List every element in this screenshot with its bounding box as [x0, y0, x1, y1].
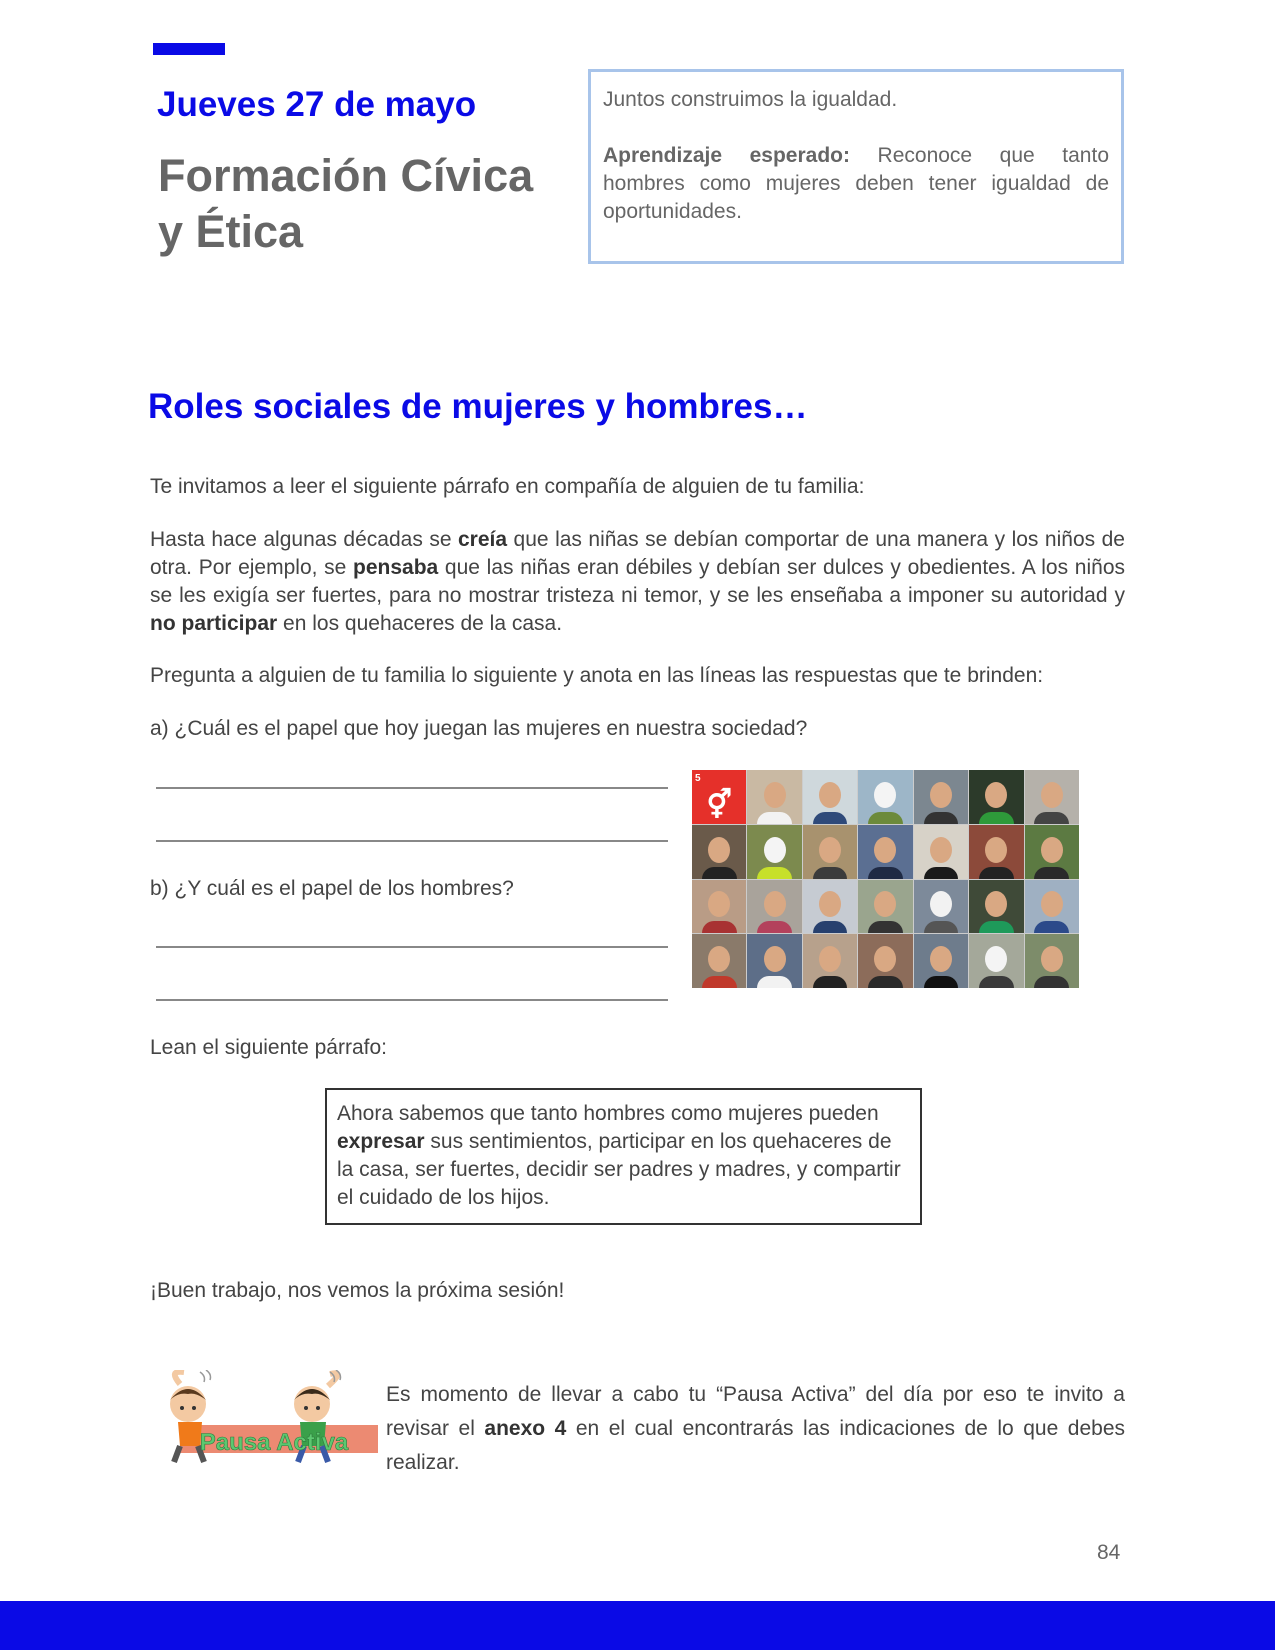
pausa-activa-label: Pausa Activa [199, 1429, 349, 1456]
photo-tile [914, 880, 968, 934]
quote-box [325, 1088, 922, 1225]
objective-description: Reconoce que tanto hombres como mujeres deben tener igualdad de oportunidades. [603, 144, 1109, 223]
pausa-activa-text [386, 1378, 1125, 1480]
pausa-text-part: en el cual encontrarás las indicaciones de lo que debes realizar. [386, 1417, 1126, 1474]
photo-tile [858, 770, 912, 824]
paragraph-text: Hasta hace algunas décadas se [150, 528, 458, 551]
objective-text [603, 142, 1109, 226]
photo-tile [914, 825, 968, 879]
footer-bar [0, 1601, 1275, 1650]
main-paragraph [150, 526, 1125, 638]
photo-tile [803, 770, 857, 824]
paragraph-text: que las niñas eran débiles y debían ser dulces y obedientes. A los niños se les exigía ser fuertes, para no mostrar tristeza ni temor, y se les enseñaba a imponer su autoridad y [150, 556, 1126, 607]
intro-text: Te invitamos a leer el siguiente párrafo en compañía de alguien de tu familia: [150, 475, 865, 498]
photo-tile [969, 825, 1023, 879]
quote-text [337, 1100, 910, 1212]
sdg-number: 5 [695, 773, 701, 784]
quote-bold: expresar [337, 1130, 425, 1153]
photo-tile [858, 934, 912, 988]
objective-box [588, 69, 1124, 264]
objective-topic: Juntos construimos la igualdad. [603, 88, 898, 111]
photo-tile [747, 770, 801, 824]
photo-tile [692, 880, 746, 934]
photo-tile [969, 934, 1023, 988]
photo-tile [692, 934, 746, 988]
gender-equality-photo-collage [692, 770, 1079, 988]
photo-tile [747, 825, 801, 879]
photo-tile [969, 770, 1023, 824]
header-accent-bar [153, 43, 225, 55]
photo-tile [692, 825, 746, 879]
photo-tile [914, 934, 968, 988]
question-b: b) ¿Y cuál es el papel de los hombres? [150, 877, 514, 900]
photo-tile [1025, 880, 1079, 934]
page-number: 84 [1097, 1541, 1121, 1564]
photo-tile [747, 880, 801, 934]
stretching-kids-icon [160, 1370, 378, 1466]
photo-tile [914, 770, 968, 824]
annex-reference: anexo 4 [484, 1417, 567, 1440]
answer-line-b1[interactable] [156, 946, 668, 948]
subject-title: Formación Cívica y Ética [158, 150, 534, 257]
paragraph-text: que las niñas se debían comportar de una manera y los niños de otra. Por ejemplo, se [150, 528, 1125, 579]
objective-label: Aprendizaje esperado: [603, 144, 850, 167]
answer-line-a2[interactable] [156, 840, 668, 842]
quote-text-part: Ahora sabemos que tanto hombres como mujeres pueden [337, 1102, 879, 1125]
section-title: Roles sociales de mujeres y hombres… [148, 387, 808, 426]
photo-tile [1025, 825, 1079, 879]
instruction-text: Pregunta a alguien de tu familia lo siguiente y anota en las líneas las respuestas que te brinden: [150, 664, 1044, 687]
photo-tile [747, 934, 801, 988]
closing-text: ¡Buen trabajo, nos vemos la próxima sesión! [150, 1279, 565, 1302]
pausa-activa-illustration [160, 1370, 378, 1466]
paragraph-bold: no participar [150, 612, 278, 635]
photo-tile [803, 825, 857, 879]
sdg5-tile [692, 770, 746, 824]
paragraph-bold: pensaba [353, 556, 439, 579]
answer-line-a1[interactable] [156, 787, 668, 789]
answer-line-b2[interactable] [156, 999, 668, 1001]
photo-tile [1025, 934, 1079, 988]
photo-tile [803, 880, 857, 934]
photo-tile [858, 880, 912, 934]
date-heading: Jueves 27 de mayo [157, 85, 477, 124]
sdg-symbol-icon: ⚥ [706, 789, 732, 820]
quote-text-part: sus sentimientos, participar en los quehaceres de la casa, ser fuertes, decidir ser padres y madres, y compartir el cuidado de los hijos. [337, 1130, 901, 1209]
photo-tile [1025, 770, 1079, 824]
pausa-text-part: Es momento de llevar a cabo tu “Pausa Activa” del día por eso te invito a revisar el [386, 1383, 1125, 1440]
photo-tile [969, 880, 1023, 934]
read-prompt: Lean el siguiente párrafo: [150, 1036, 387, 1059]
question-a: a) ¿Cuál es el papel que hoy juegan las mujeres en nuestra sociedad? [150, 717, 808, 740]
photo-tile [803, 934, 857, 988]
paragraph-bold: creía [458, 528, 508, 551]
photo-tile [858, 825, 912, 879]
paragraph-text: en los quehaceres de la casa. [277, 612, 563, 635]
